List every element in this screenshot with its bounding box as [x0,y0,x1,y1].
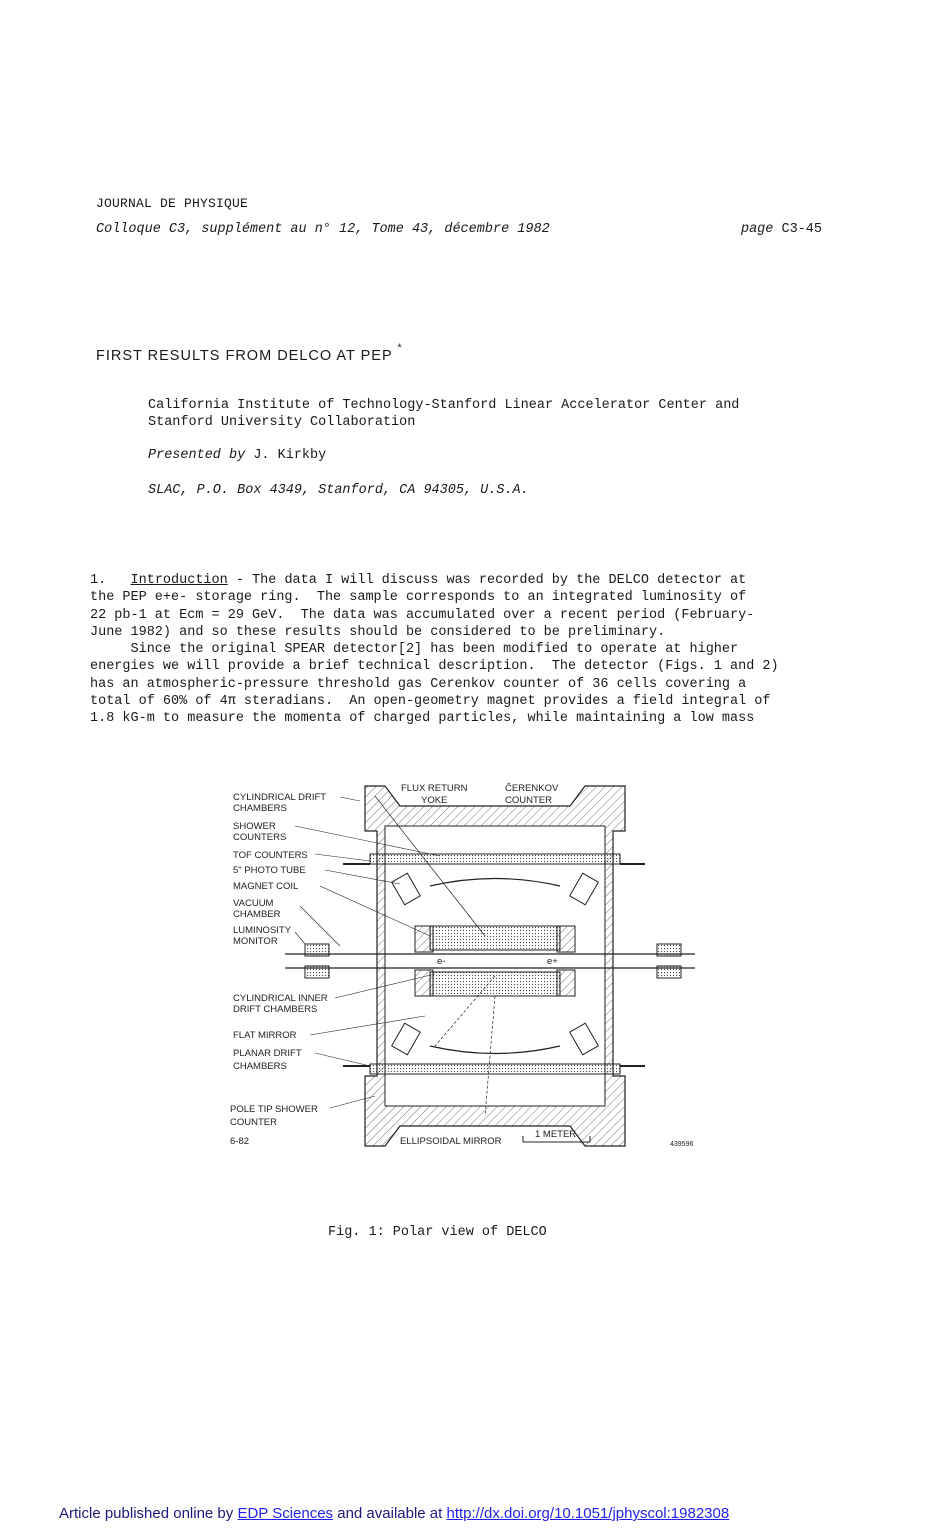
svg-text:CHAMBERS: CHAMBERS [233,1061,287,1072]
label-cyl-drift: CYLINDRICAL DRIFT [233,792,327,803]
body-line: energies we will provide a brief technical description. The detector (Figs. 1 and 2) [90,659,779,675]
publication-footer [59,1505,729,1522]
label-flux-return: FLUX RETURN [401,783,468,794]
svg-text:COUNTER: COUNTER [505,795,552,806]
presenter-name: J. Kirkby [253,448,327,463]
footer-middle: and available at [337,1505,443,1522]
publisher-link[interactable]: EDP Sciences [237,1505,334,1522]
colloque-line: Colloque C3, supplément au n° 12, Tome 43, décembre 1982 [96,222,550,237]
body-line [90,572,850,589]
svg-text:YOKE: YOKE [421,795,448,806]
page-number [741,222,822,237]
label-vacuum: VACUUM [233,898,274,909]
electron-label: e- [437,956,446,967]
page-word: page [740,222,774,237]
body-text [90,572,850,728]
doi-link[interactable]: http://dx.doi.org/10.1051/jphyscol:1982308 [446,1505,730,1522]
positron-label: e+ [547,956,558,967]
delco-detector-diagram [225,776,705,1156]
tof-counter-bottom [370,1064,620,1074]
body-line: has an atmospheric-pressure threshold gas Cerenkov counter of 36 cells covering a [90,676,747,692]
body-line: 1.8 kG-m to measure the momenta of charged particles, while maintaining a low mass [90,711,755,727]
body-line: the PEP e+e- storage ring. The sample corresponds to an integrated luminosity of [90,590,747,606]
flux-return-yoke [365,786,625,1146]
label-luminosity: LUMINOSITY [233,925,292,936]
journal-name: JOURNAL DE PHYSIQUE [96,196,249,211]
label-tof: TOF COUNTERS [233,850,308,861]
body-line: total of 60% of 4π steradians. An open-geometry magnet provides a field integral of [90,694,771,710]
section-title: Introduction [130,573,228,588]
affiliation-line: California Institute of Technology-Stanford Linear Accelerator Center and [148,398,740,413]
svg-text:CHAMBERS: CHAMBERS [233,803,287,814]
body-line: 22 pb-1 at Ecm = 29 GeV. The data was accumulated over a recent period (February- [90,607,755,623]
label-phototube: 5" PHOTO TUBE [233,865,306,876]
affiliation-line: Stanford University Collaboration [148,415,416,430]
label-ellipsoidal-mirror: ELLIPSOIDAL MIRROR [400,1136,502,1147]
author-address: SLAC, P.O. Box 4349, Stanford, CA 94305, U.S.A. [148,483,529,498]
svg-text:CHAMBER: CHAMBER [233,909,281,920]
magnet-coil-top [430,926,560,950]
svg-text:1 METER: 1 METER [535,1129,577,1140]
svg-text:MONITOR: MONITOR [233,936,278,947]
body-line-text: - The data I will discuss was recorded by the DELCO detector at [227,573,747,588]
title-footnote-mark: * [397,342,403,354]
label-flat-mirror: FLAT MIRROR [233,1030,297,1041]
article-title [96,342,403,364]
body-line: Since the original SPEAR detector[2] has been modified to operate at higher [90,642,739,658]
drawing-number: 439596 [670,1141,694,1148]
presented-by-label: Presented by [148,448,246,463]
label-cerenkov: ČERENKOV [505,783,559,794]
date-code: 6-82 [230,1136,250,1147]
section-number: 1. [90,573,107,588]
label-inner-drift: CYLINDRICAL INNER [233,993,328,1004]
svg-text:COUNTERS: COUNTERS [233,832,287,843]
svg-text:COUNTER: COUNTER [230,1117,277,1128]
label-shower: SHOWER [233,821,276,832]
label-pole-tip: POLE TIP SHOWER [230,1104,318,1115]
footer-prefix: Article published online by [59,1505,234,1522]
magnet-coil-bottom [430,972,560,996]
body-line: June 1982) and so these results should be considered to be preliminary. [90,624,666,640]
title-text: FIRST RESULTS FROM DELCO AT PEP [96,347,393,364]
presented-by [148,448,326,463]
affiliation [148,397,828,431]
page-number-value: C3-45 [781,222,822,237]
tof-counter-top [370,854,620,864]
figure-top-labels [401,783,559,806]
label-magnet-coil: MAGNET COIL [233,881,299,892]
label-planar-drift: PLANAR DRIFT [233,1048,302,1059]
svg-text:DRIFT CHAMBERS: DRIFT CHAMBERS [233,1004,318,1015]
figure-caption: Fig. 1: Polar view of DELCO [328,1225,547,1240]
